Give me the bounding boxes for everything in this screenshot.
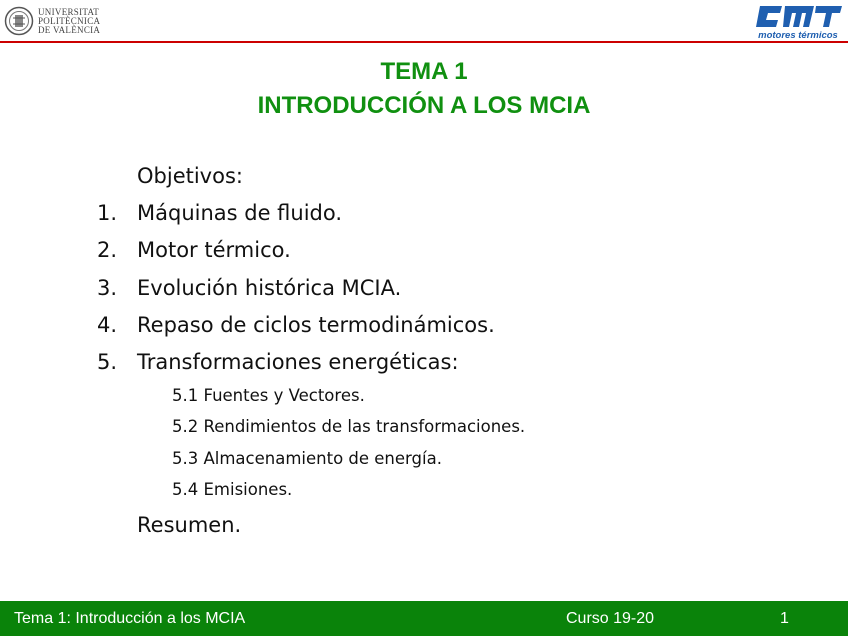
cmt-brand-logo bbox=[752, 2, 844, 42]
list-item: Repaso de ciclos termodinámicos. bbox=[137, 313, 495, 337]
university-name-line: UNIVERSITAT bbox=[38, 6, 100, 17]
university-name-line: POLITÈCNICA bbox=[38, 15, 101, 26]
sub-list-item: 5.4 Emisiones. bbox=[172, 480, 293, 499]
sub-list-item: 5.3 Almacenamiento de energía. bbox=[172, 449, 442, 468]
university-logo bbox=[4, 4, 100, 38]
summary-label: Resumen. bbox=[137, 513, 242, 537]
objectives-label: Objetivos: bbox=[137, 164, 243, 188]
university-name bbox=[38, 8, 100, 35]
sub-list-item: 5.2 Rendimientos de las transformaciones. bbox=[172, 417, 526, 436]
list-item-number: 3. bbox=[97, 276, 118, 300]
list-item: Evolución histórica MCIA. bbox=[137, 276, 402, 300]
slide-header bbox=[0, 0, 848, 44]
page-number: 1 bbox=[780, 610, 789, 627]
slide-title-line-2: INTRODUCCIÓN A LOS MCIA bbox=[257, 92, 591, 119]
list-item: Máquinas de fluido. bbox=[137, 201, 343, 225]
list-item-number: 5. bbox=[97, 350, 118, 374]
header-divider bbox=[0, 41, 848, 43]
footer-topic: Tema 1: Introducción a los MCIA bbox=[14, 610, 246, 627]
sub-list-item: 5.1 Fuentes y Vectores. bbox=[172, 386, 365, 405]
slide-title-line-1: TEMA 1 bbox=[380, 58, 468, 85]
cmt-brand-subtitle: motores térmicos bbox=[758, 30, 838, 41]
list-item-number: 1. bbox=[97, 201, 118, 225]
list-item-number: 4. bbox=[97, 313, 118, 337]
list-item: Transformaciones energéticas: bbox=[137, 350, 459, 374]
slide-footer bbox=[0, 601, 848, 636]
university-seal-icon bbox=[4, 6, 34, 36]
list-item-number: 2. bbox=[97, 238, 118, 262]
footer-course: Curso 19-20 bbox=[566, 610, 655, 627]
list-item: Motor térmico. bbox=[137, 238, 291, 262]
university-name-line: DE VALÈNCIA bbox=[38, 24, 101, 35]
